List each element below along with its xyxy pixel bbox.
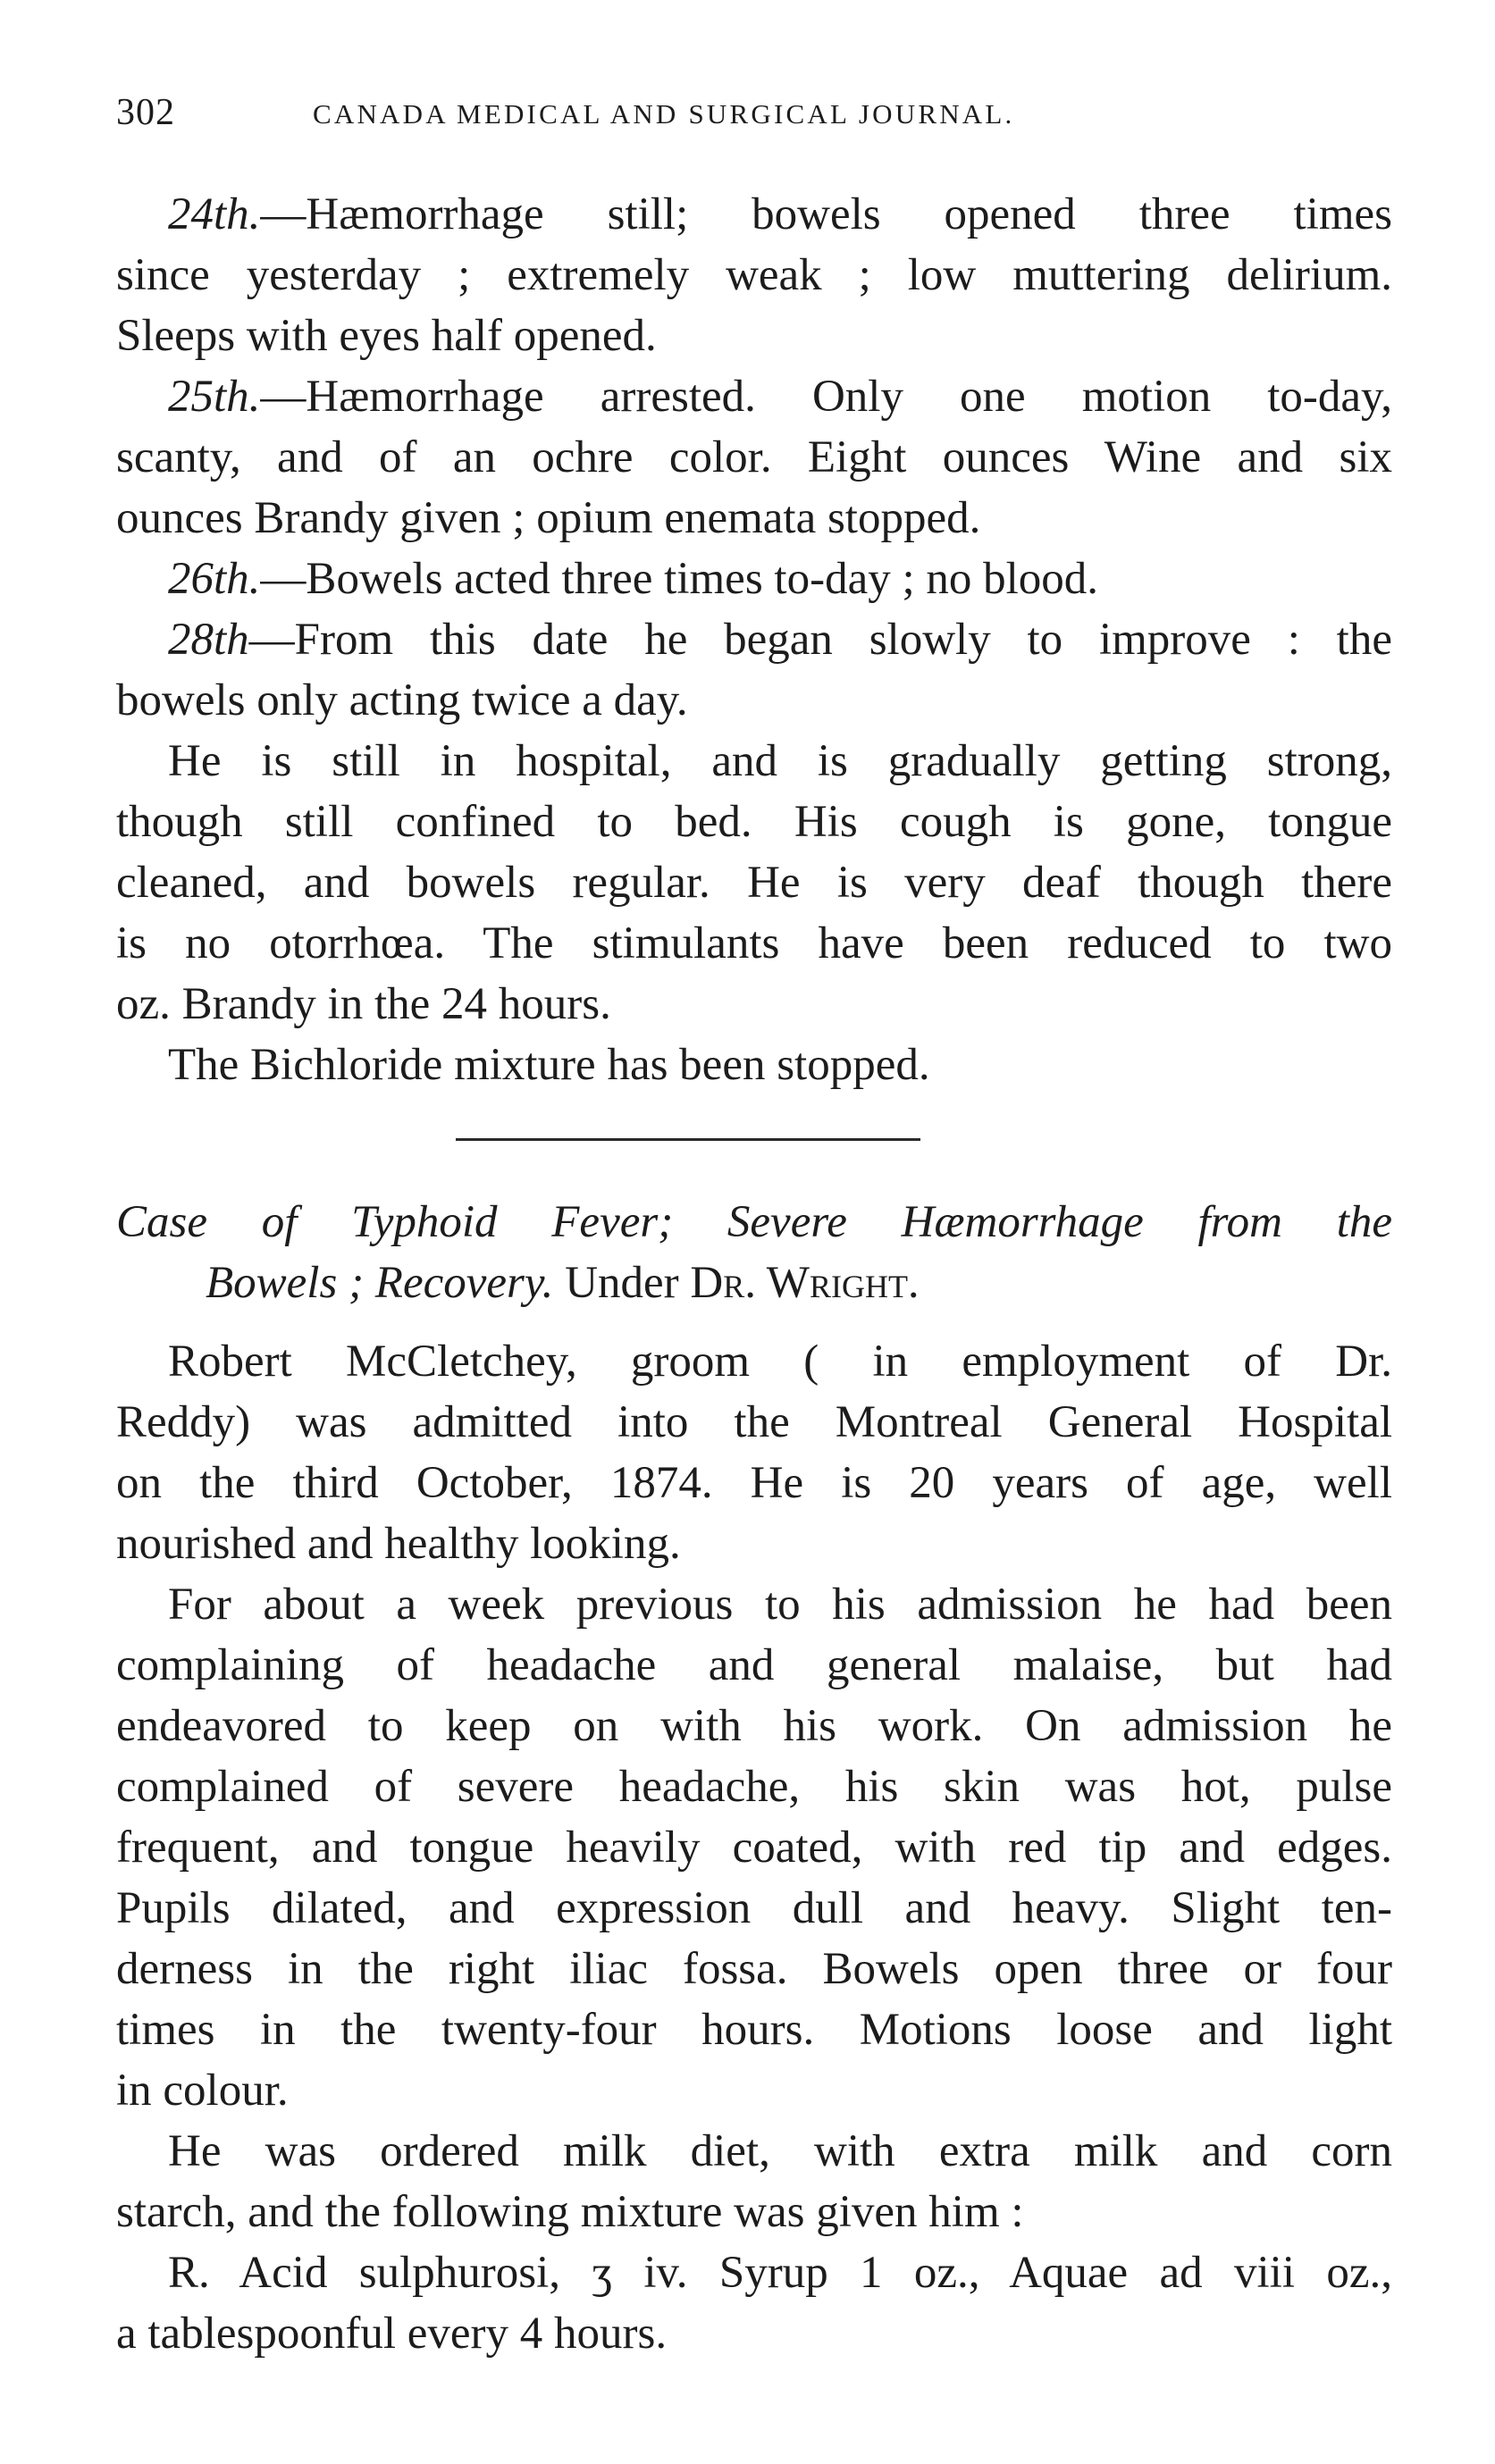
page-number: 302 <box>116 92 175 133</box>
section-divider <box>456 1138 920 1141</box>
text-line: times in the twenty-four hours. Motions loose and light <box>116 2005 1392 2055</box>
text-line: 25th.—Hæmorrhage arrested. Only one motion to-day, <box>168 372 1392 422</box>
text-line: Sleeps with eyes half opened. <box>116 311 657 361</box>
date-label: 24th. <box>168 189 261 239</box>
text-line: For about a week previous to his admission he had been <box>168 1580 1392 1630</box>
running-title: CANADA MEDICAL AND SURGICAL JOURNAL. <box>313 98 1015 130</box>
text-line: complaining of headache and general malaise, but had <box>116 1640 1392 1690</box>
text-line: cleaned, and bowels regular. He is very deaf though there <box>116 858 1392 908</box>
text-line: scanty, and of an ochre color. Eight ounces Wine and six <box>116 432 1392 482</box>
text-line: He is still in hospital, and is gradually getting strong, <box>168 736 1392 786</box>
text-line: derness in the right iliac fossa. Bowels open three or four <box>116 1944 1392 1994</box>
text-line: He was ordered milk diet, with extra milk and corn <box>168 2126 1392 2176</box>
text-line: complained of severe headache, his skin was hot, pulse <box>116 1762 1392 1812</box>
text-line: is no otorrhœa. The stimulants have been reduced to two <box>116 918 1392 968</box>
text-line: Reddy) was admitted into the Montreal General Hospital <box>116 1397 1392 1447</box>
text-line: ounces Brandy given ; opium enemata stopped. <box>116 493 981 543</box>
text-line: bowels only acting twice a day. <box>116 675 688 725</box>
text-line: nourished and healthy looking. <box>116 1519 681 1569</box>
date-label: 25th. <box>168 372 261 422</box>
doctor-name: Dr. Wright. <box>690 1258 920 1308</box>
text-line: since yesterday ; extremely weak ; low muttering delirium. <box>116 250 1392 300</box>
text-line: a tablespoonful every 4 hours. <box>116 2309 668 2359</box>
text-line: 26th.—Bowels acted three times to-day ; no blood. <box>168 554 1099 604</box>
case-title-line-1: Case of Typhoid Fever; Severe Hæmorrhage from the <box>116 1197 1392 1247</box>
text-line: Pupils dilated, and expression dull and heavy. Slight ten- <box>116 1883 1392 1933</box>
text-line: in colour. <box>116 2066 289 2116</box>
text-line: on the third October, 1874. He is 20 years of age, well <box>116 1458 1392 1508</box>
text-line: 28th—From this date he began slowly to improve : the <box>168 615 1392 665</box>
text-line: oz. Brandy in the 24 hours. <box>116 979 611 1029</box>
text-line: 24th.—Hæmorrhage still; bowels opened three times <box>168 189 1392 239</box>
prescription-line: R. Acid sulphurosi, ʒ iv. Syrup 1 oz., Aquae ad viii oz., <box>168 2248 1392 2298</box>
case-title-line-2: Bowels ; Recovery. Under Dr. Wright. <box>206 1258 920 1308</box>
text-line: frequent, and tongue heavily coated, with red tip and edges. <box>116 1823 1392 1873</box>
text-line: Robert McCletchey, groom ( in employment of Dr. <box>168 1337 1392 1387</box>
text-line: starch, and the following mixture was given him : <box>116 2187 1024 2237</box>
text-line: The Bichloride mixture has been stopped. <box>168 1040 930 1090</box>
text-line: endeavored to keep on with his work. On admission he <box>116 1701 1392 1751</box>
text-line: though still confined to bed. His cough is gone, tongue <box>116 797 1392 847</box>
date-label: 26th. <box>168 554 261 604</box>
page-header <box>116 91 1403 145</box>
date-label: 28th <box>168 615 249 665</box>
